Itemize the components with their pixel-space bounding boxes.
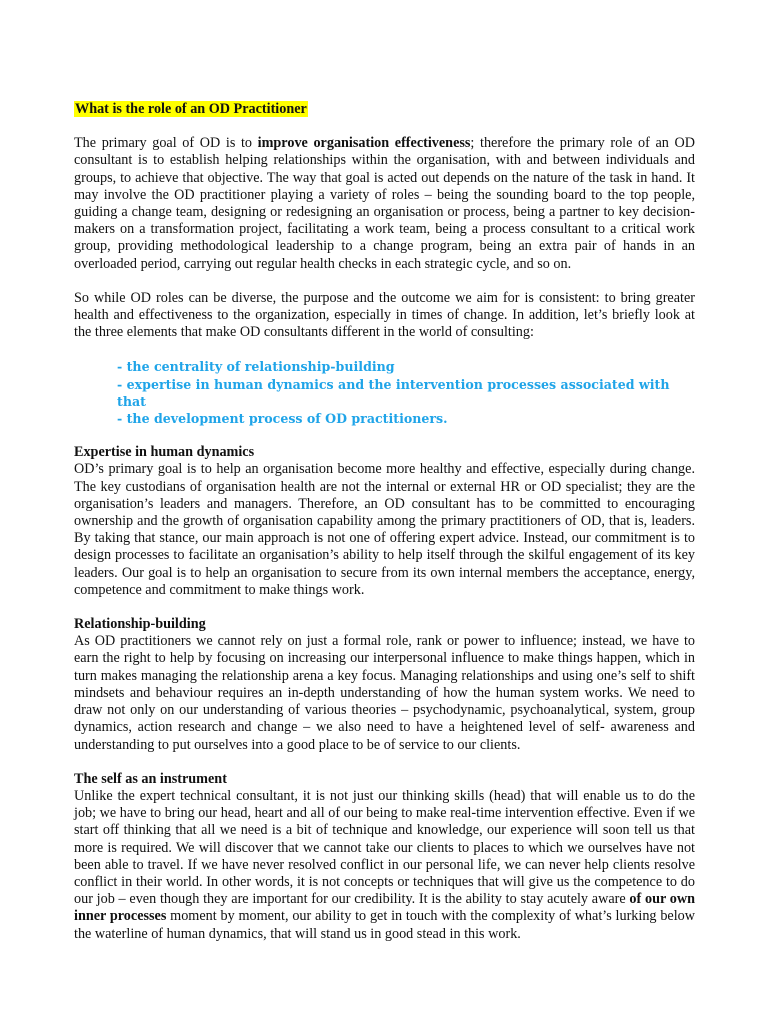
self-body-emphasis: of our own inner processes [74,891,695,925]
intro-p1-text-start: The primary goal of OD is to [74,135,258,152]
document-title: What is the role of an OD Practitioner [75,101,307,117]
section-heading: Relationship-building [74,616,206,633]
intro-p1-text-end: ; therefore the primary role of an OD consultant is to establish helping relationships within the organisation, with and between individuals and groups, to achieve that objective. The way that goal is acted out depends on the nature of the task in hand. It may involve the OD practitioner playing a variety of roles – being the sounding board to the top people, guiding a change team, designing or redesigning an organisation or process, being a partner to key decision-makers on a transformation project, facilitating a work team, being a process consultant to a critical work group, providing methodological leadership to a change program, being an extra pair of hands in an overloaded period, carrying out regular health checks in each strategic cycle, and so on. [74,135,696,272]
self-body-end: moment by moment, our ability to get in touch with the complexity of what’s lurking below the waterline of human dynamics, that will stand us in good stead in this work. [74,908,696,942]
key-elements-list [74,358,695,427]
section-body [74,788,695,943]
self-body-start: Unlike the expert technical consultant, it is not just our thinking skills (head) that will enable us to do the job; we have to bring our head, heart and all of our being to make real-time intervention effective. Even if we start off thinking that all we need is a bit of technique and knowledge, our experience will soon tell us that more is required. We will discover that we cannot take our clients to places to which we ourselves have not been able to travel. If we have never resolved conflict in our personal life, we can never help clients resolve conflict in their world. In other words, it is not concepts or techniques that will give us the competence to do our job – even though they are important for our credibility. It is the ability to stay acutely aware [74,787,695,908]
list-item: - expertise in human dynamics and the intervention processes associated with that [117,376,670,409]
title-line [74,101,695,118]
section-body: As OD practitioners we cannot rely on just a formal role, rank or power to influence; instead, we have to earn the right to help by focusing on increasing our interpersonal influence to make things happen, which in turn makes managing the relationship arena a key focus. Managing relationships and using one’s self to shift mindsets and behaviour requires an in-depth understanding of how the human system works. We need to draw not only on our understanding of various theories – psychodynamic, psychoanalytical, system, group dynamics, action research and change – we also need to have a heightened level of self- awareness and understanding to put ourselves into a good place to be of service to our clients. [74,633,695,753]
section-relationship-building [74,616,695,754]
section-heading: The self as an instrument [74,770,227,787]
section-self-instrument [74,771,695,943]
list-item: - the development process of OD practitioners. [117,411,448,427]
intro-paragraph-1 [74,135,695,273]
section-human-dynamics [74,444,695,599]
document-content [74,101,695,960]
section-body: OD’s primary goal is to help an organisation become more healthy and effective, especially during change. The key custodians of organisation health are not the internal or external HR or OD specialist; they are the organisation’s leaders and managers. Therefore, an OD consultant has to be committed to encouraging ownership and the growth of organisation capability among the primary practitioners of OD, that is, leaders. By taking that stance, our main approach is not one of offering expert advice. Instead, our commitment is to design processes to facilitate an organisation’s ability to help itself through the skilful engagement of its key leaders. Our goal is to help an organisation to secure from its own internal members the acceptance, energy, competence and commitment to make things work. [74,461,695,598]
section-heading: Expertise in human dynamics [74,444,255,461]
intro-paragraph-2: So while OD roles can be diverse, the purpose and the outcome we aim for is consistent: to bring greater health and effectiveness to the organization, especially in times of change. In addition, let’s briefly look at the three elements that make OD consultants different in the world of consulting: [74,289,695,341]
intro-p1-emphasis: improve organisation effectiveness [257,135,471,152]
list-item: - the centrality of relationship-building [117,359,395,375]
